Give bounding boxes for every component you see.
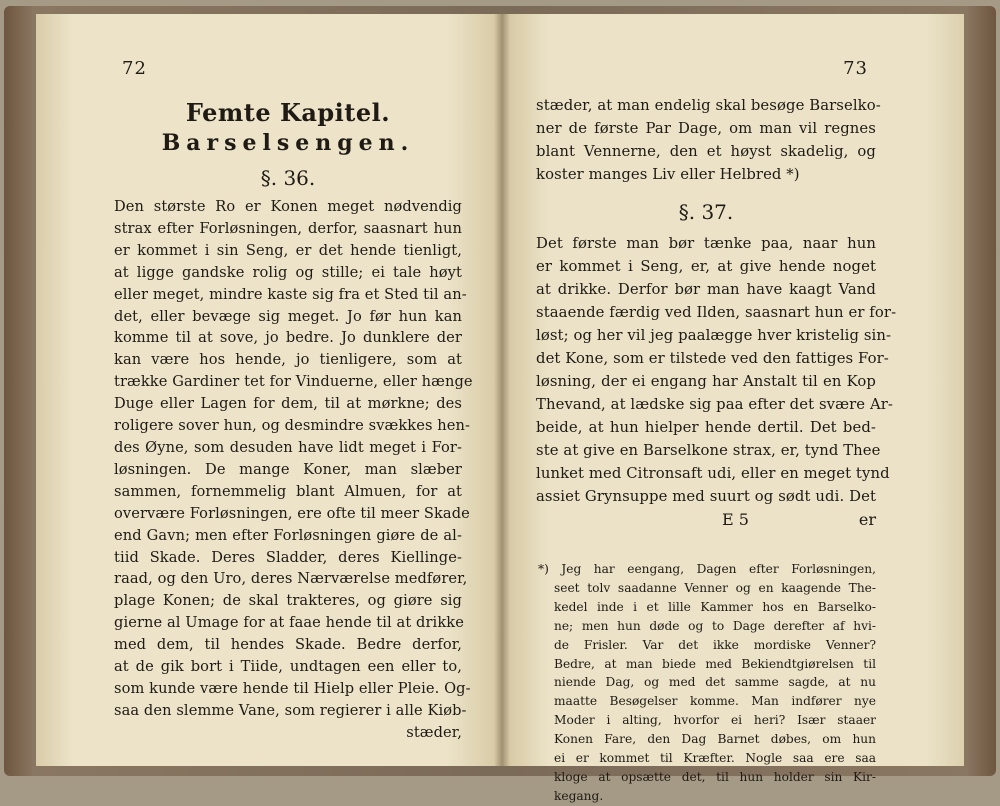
text-line: assiet Grynsuppe med suurt og sødt udi. Det <box>536 488 876 505</box>
page-number-right: 73 <box>843 58 868 79</box>
right-page <box>502 14 964 803</box>
footnote-line: kloge at opsætte det, til hun holder sin Kir- <box>554 769 876 784</box>
text-line: overvære Forløsningen, ere ofte til meer Skade <box>114 504 470 522</box>
footnote <box>536 560 876 806</box>
catchword-right: er <box>858 510 876 529</box>
text-line: Duge eller Lagen for dem, til at mørkne; des <box>114 395 462 413</box>
text-line: raad, og den Uro, deres Nærværelse medfører, <box>114 570 468 588</box>
text-line: er kommet i sin Seng, er det hende tienligt, <box>114 241 462 259</box>
page-number-left: 72 <box>122 58 147 79</box>
footnote-line: de Frisler. Var det ikke mordiske Venner? <box>554 637 876 652</box>
text-line: at drikke. Derfor bør man have kaagt Vand <box>536 281 876 298</box>
text-line: ste at give en Barselkone strax, er, tynd Thee <box>536 442 881 459</box>
text-line: det, eller bevæge sig meget. Jo før hun kan <box>114 307 462 325</box>
section-title: Barselsengen. <box>161 130 415 156</box>
text-line: end Gavn; men efter Forløsningen giøre de al- <box>114 526 462 544</box>
text-line: kan være hos hende, jo tienligere, som at <box>114 351 462 369</box>
footnote-line: kedel inde i et lille Kammer hos en Barselko- <box>554 599 876 614</box>
text-line: løst; og her vil jeg paalægge hver kristelig sin- <box>536 327 892 344</box>
text-line: strax efter Forløsningen, derfor, saasnart hun <box>114 219 462 237</box>
text-line: des Øyne, som desuden have lidt meget i For- <box>114 438 462 456</box>
text-line: er kommet i Seng, er, at give hende noget <box>536 258 876 275</box>
text-line: gierne al Umage for at faae hende til at drikke <box>114 614 464 632</box>
text-line: at ligge gandske rolig og stille; ei tale høyt <box>114 263 462 281</box>
footnote-line: maatte Besøgelser komme. Man indfører nye <box>554 694 876 709</box>
text-line: at de gik bort i Tiide, undtagen een eller to, <box>114 658 462 676</box>
footnote-line: *) Jeg har eengang, Dagen efter Forløsningen, <box>538 562 876 576</box>
footnote-line: Konen Fare, den Dag Barnet døbes, om hun <box>554 732 876 747</box>
text-line: stæder, at man endelig skal besøge Barselko- <box>536 97 881 114</box>
text-line: plage Konen; de skal trakteres, og giøre sig <box>114 592 462 610</box>
text-line: med dem, til hendes Skade. Bedre derfor, <box>114 636 462 654</box>
text-line: koster manges Liv eller Helbred *) <box>536 166 800 183</box>
chapter-heading: Femte Kapitel. <box>185 98 391 127</box>
footnote-line: ne; men hun døde og to Dage derefter af hvi- <box>554 618 876 633</box>
text-line: roligere sover hun, og desmindre svækkes hen- <box>114 417 471 435</box>
signature-mark: E 5 <box>722 510 749 529</box>
footnote-line: seet tolv saadanne Venner og en kaagende The- <box>554 580 876 595</box>
text-line: trække Gardiner tet for Vinduerne, eller hænge <box>114 373 473 391</box>
text-line: løsning, der ei engang har Anstalt til en Kop <box>536 373 876 390</box>
section-number: §. 37. <box>678 200 734 224</box>
text-line: det Kone, som er tilstede ved den fattiges For- <box>536 350 889 367</box>
footnote-line: Moder i alting, hvorfor ei heri? Især staaer <box>554 713 876 728</box>
text-line: blant Vennerne, den et høyst skadelig, og <box>536 143 876 160</box>
text-line: ner de første Par Dage, om man vil regnes <box>536 120 876 137</box>
left-page <box>36 14 502 766</box>
text-line: Den største Ro er Konen meget nødvendig <box>114 198 462 215</box>
section-number: §. 36. <box>260 166 316 190</box>
text-line: lunket med Citronsaft udi, eller en meget tynd <box>536 465 890 482</box>
footnote-line: niende Dag, og med det samme sagde, at nu <box>554 675 876 690</box>
text-line: beide, at hun hielper hende dertil. Det bed- <box>536 419 876 436</box>
right-top-text <box>536 94 881 186</box>
text-line: tiid Skade. Deres Sladder, deres Kiellinge- <box>114 548 462 566</box>
right-body-text <box>536 232 897 508</box>
text-line: løsningen. De mange Koner, man slæber <box>114 460 462 478</box>
left-body-text <box>114 196 473 744</box>
text-line: saa den slemme Vane, som regierer i alle Kiøb- <box>114 701 467 719</box>
text-line: Det første man bør tænke paa, naar hun <box>536 235 876 252</box>
footnote-line: ei er kommet til Kræfter. Nogle saa ere saa <box>554 751 876 766</box>
page-footer <box>536 510 876 538</box>
text-line: staaende færdig ved Ilden, saasnart hun er for- <box>536 304 897 321</box>
book-gutter <box>494 14 510 766</box>
footnote-line: kegang. <box>554 788 604 803</box>
text-line: Thevand, at lædske sig paa efter det svære Ar- <box>536 396 894 413</box>
catchword-left: stæder, <box>406 723 462 741</box>
footnote-line: Bedre, at man biede med Bekiendtgiørelsen til <box>554 656 876 671</box>
text-line: sammen, fornemmelig blant Almuen, for at <box>114 482 462 500</box>
text-line: komme til at sove, jo bedre. Jo dunklere der <box>114 329 462 347</box>
text-line: som kunde være hende til Hielp eller Pleie. Og- <box>114 679 471 697</box>
text-line: eller meget, mindre kaste sig fra et Sted til an- <box>114 285 467 303</box>
